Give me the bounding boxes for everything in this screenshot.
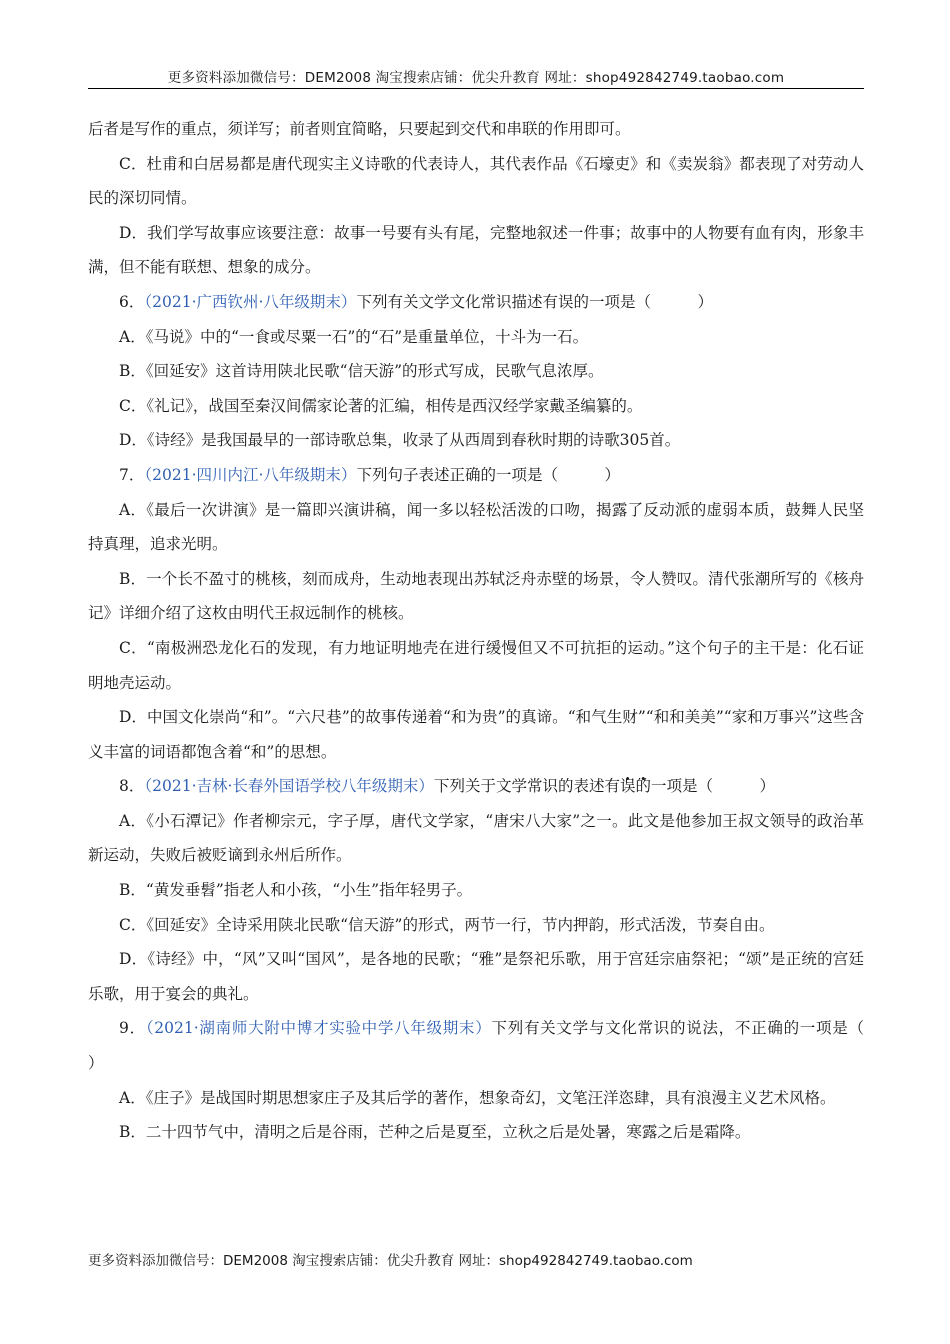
question-number: 8． <box>119 777 145 796</box>
question-stem: 下列有关文学文化常识描述有误的一项是（ ） <box>356 292 713 311</box>
emphasis-dot-char: 有 <box>604 777 620 796</box>
option-b: B．二十四节气中，清明之后是谷雨，芒种之后是夏至，立秋之后是处暑，寒露之后是霜降。 <box>119 1123 751 1142</box>
option-a: A．《小石潭记》作者柳宗元，字子厚，唐代文学家，“唐宋八大家”之一。此文是他参加王叔文领导的政治革新运动，失败后被贬谪到永州后所作。 <box>88 811 864 865</box>
option-b: B．《回延安》这首诗用陕北民歌“信天游”的形式写成，民歌气息浓厚。 <box>119 362 604 381</box>
option-c: C．《回延安》全诗采用陕北民歌“信天游”的形式，两节一行，节内押韵，形式活泼，节奏自由。 <box>119 915 775 934</box>
question-7 <box>88 458 864 493</box>
option-b: B．一个长不盈寸的桃核，刻而成舟，生动地表现出苏轼泛舟赤壁的场景，令人赞叹。清代张潮所写的《核舟记》详细介绍了这枚由明代王叔远制作的桃核。 <box>88 569 864 623</box>
question-number: 7． <box>119 465 145 484</box>
option-d: D．中国文化崇尚“和”。“六尺巷”的故事传递着“和为贵”的真谛。“和气生财”“和和美美”“家和万事兴”这些含义丰富的词语都饱含着“和”的思想。 <box>88 708 864 761</box>
question-source: （2021·四川内江·八年级期末） <box>144 465 357 484</box>
question-8 <box>88 769 864 804</box>
option-a: A．《马说》中的“一食或尽粟一石”的“石”是重量单位，十斗为一石。 <box>119 327 589 346</box>
document-body <box>88 112 911 1150</box>
question-source: （2021·吉林·长春外国语学校八年级期末） <box>144 777 434 796</box>
option-c: C．《礼记》，战国至秦汉间儒家论著的汇编，相传是西汉经学家戴圣编纂的。 <box>119 396 643 415</box>
question-number: 6． <box>119 292 145 311</box>
emphasis-dot-char: 误 <box>619 777 636 796</box>
option-d: D．《诗经》是我国最早的一部诗歌总集，收录了从西周到春秋时期的诗歌305首。 <box>119 431 681 450</box>
option-a: A．《庄子》是战国时期思想家庄子及其后学的著作，想象奇幻，文笔汪洋恣肆，具有浪漫主义艺术风格。 <box>119 1088 836 1107</box>
option-d-q5: D．我们学写故事应该要注意：故事一号要有头有尾，完整地叙述一件事；故事中的人物要有血有肉，形象丰满，但不能有联想、想象的成分。 <box>88 223 864 277</box>
question-source: （2021·广西钦州·八年级期末） <box>144 292 357 311</box>
question-stem-end: 的一项是（ ） <box>635 777 775 796</box>
question-number: 9． <box>119 1019 146 1038</box>
continued-line: 后者是写作的重点，须详写；前者则宜简略，只要起到交代和串联的作用即可。 <box>88 120 631 138</box>
header-divider <box>88 88 864 89</box>
option-c-q5: C．杜甫和白居易都是唐代现实主义诗歌的代表诗人，其代表作品《石壕吏》和《卖炭翁》都表现了对劳动人民的深切同情。 <box>88 154 864 208</box>
question-source: （2021·湖南师大附中博才实验中学八年级期末） <box>145 1019 492 1038</box>
option-d: D．《诗经》中，“风”又叫“国风”，是各地的民歌；“雅”是祭祀乐歌，用于宫廷宗庙祭祀；“颂”是正统的宫廷乐歌，用于宴会的典礼。 <box>88 950 864 1003</box>
question-stem: 下列关于文学常识的表述 <box>433 777 605 796</box>
question-stem: 下列有关文学与文化常识的说法，不正确的一项是（ ） <box>88 1019 911 1073</box>
page-footer: 更多资料添加微信号：DEM2008 淘宝搜索店铺：优尖升教育 网址：shop492842749.taobao.com <box>88 1253 693 1269</box>
option-b: B．“黄发垂髫”指老人和小孩，“小生”指年轻男子。 <box>119 881 473 900</box>
question-stem: 下列句子表述正确的一项是（ ） <box>356 465 620 484</box>
question-6 <box>88 285 864 320</box>
option-a: A．《最后一次讲演》是一篇即兴演讲稿，闻一多以轻松活泼的口吻，揭露了反动派的虚弱本质，鼓舞人民坚持真理，追求光明。 <box>88 500 864 554</box>
question-9 <box>88 1011 911 1080</box>
option-c: C．“南极洲恐龙化石的发现，有力地证明地壳在进行缓慢但又不可抗拒的运动。”这个句子的主干是：化石证明地壳运动。 <box>88 638 864 692</box>
page-header: 更多资料添加微信号：DEM2008 淘宝搜索店铺：优尖升教育 网址：shop492842749.taobao.com <box>167 70 785 86</box>
